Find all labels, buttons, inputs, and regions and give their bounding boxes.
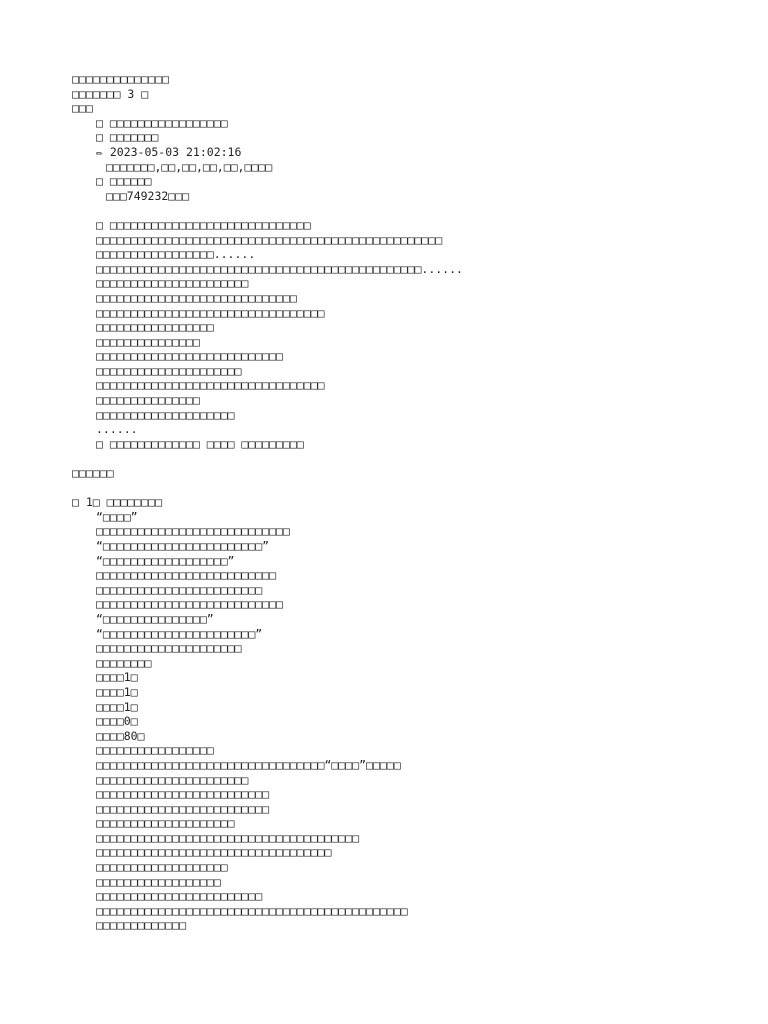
body-line: □□□□1□: [96, 699, 138, 714]
intro-line: □□□□□□□□□□□□□□□□□□□□□□□□□□□□□□□□□□□□□□□□□□□□□□□□□□: [96, 232, 443, 247]
body-line: □□□□□□□□□□□□□: [96, 918, 187, 933]
body-line: “□□□□□□□□□□□□□□□□□□□□□□□”: [96, 539, 270, 553]
meta-item-2: □ □□□□□□□: [96, 130, 159, 145]
view-count: □□□749232□□□: [106, 188, 190, 203]
meta-item-3: □ □□□□□□: [96, 174, 152, 189]
body-line: “□□□□□□□□□□□□□□□□□□□□□□”: [96, 626, 263, 641]
intro-line: □□□□□□□□□□□□□□□: [96, 393, 200, 408]
intro-line: □ □□□□□□□□□□□□□ □□□□ □□□□□□□□□: [96, 436, 304, 451]
body-line: □□□□□□□□□□□□□□□□□□□□□□□□□□□□: [96, 524, 290, 539]
body-line: □□□□□□□□□□□□□□□□□□□□□□□□□□□□□□□□□□: [96, 845, 332, 860]
body-line: □□□□1□: [96, 670, 138, 685]
document-title: □□□□□□□□□□□□□□: [72, 72, 169, 86]
section-label: □□□: [72, 101, 93, 116]
intro-line: □□□□□□□□□□□□□□□□□□□□□□: [96, 276, 249, 291]
intro-line: □ □□□□□□□□□□□□□□□□□□□□□□□□□□□□□: [96, 217, 311, 232]
body-line: □□□□□□□□□□□□□□□□□□□□□□□□□□: [96, 568, 277, 583]
body-line: “□□□□”: [96, 509, 138, 524]
tags-line: □□□□□□□,□□,□□,□□,□□,□□□□: [106, 159, 273, 174]
body-line: □□□□□□□□□□□□□□□□□□□□□□□□□: [96, 787, 270, 802]
body-line: □□□□□□□□□□□□□□□□□□□□□□□□: [96, 582, 263, 597]
document-page: [72, 72, 712, 933]
intro-line: □□□□□□□□□□□□□□□□□□□□□□□□□□□□□□□□□□□□□□□□□□□□□□□......: [96, 261, 463, 276]
chapter-heading: □ 1□ □□□□□□□□: [72, 495, 163, 510]
intro-line: □□□□□□□□□□□□□□□□□□□□□□□□□□□: [96, 349, 283, 364]
body-line: □□□□□□□□□□□□□□□□□□□□□□: [96, 772, 249, 787]
spacer: [72, 451, 712, 466]
meta-item-1: □ □□□□□□□□□□□□□□□□□: [96, 115, 228, 130]
intro-line: □□□□□□□□□□□□□□□□□□□□□□□□□□□□□□□□□: [96, 305, 325, 320]
spacer: [72, 203, 712, 218]
intro-line: □□□□□□□□□□□□□□□□□: [96, 320, 214, 335]
body-line: □□□□□□□□□□□□□□□□□□□□□□□□□□□□□□□□□□□□□□: [96, 830, 360, 845]
intro-line: □□□□□□□□□□□□□□□□□......: [96, 247, 256, 262]
body-line: “□□□□□□□□□□□□□□□□□□”: [96, 553, 235, 568]
intro-line: □□□□□□□□□□□□□□□□□□□□: [96, 407, 235, 422]
intro-line: □□□□□□□□□□□□□□□: [96, 334, 200, 349]
intro-line: □□□□□□□□□□□□□□□□□□□□□: [96, 363, 242, 378]
body-line: □□□□□□□□□□□□□□□□□□: [96, 874, 221, 889]
body-line: □□□□□□□□□□□□□□□□□: [96, 743, 214, 758]
intro-line: ......: [96, 422, 138, 437]
body-line: □□□□1□: [96, 684, 138, 699]
body-line: “□□□□□□□□□□□□□□□”: [96, 611, 214, 626]
body-line: □□□□□□□□□□□□□□□□□□□□□□□□□□□: [96, 597, 283, 612]
body-line: □□□□□□□□□□□□□□□□□□□□□□□□□□□□□□□□□“□□□□”□□□□□: [96, 757, 401, 772]
document-subtitle: □□□□□□□ 3 □: [72, 86, 149, 101]
section-heading: □□□□□□: [72, 466, 114, 481]
body-line: □□□□□□□□□□□□□□□□□□□: [96, 860, 228, 875]
body-line: □□□□□□□□: [96, 655, 152, 670]
body-line: □□□□80□: [96, 728, 145, 743]
body-line: □□□□□□□□□□□□□□□□□□□□□□□□□: [96, 801, 270, 816]
intro-line: □□□□□□□□□□□□□□□□□□□□□□□□□□□□□□□□□: [96, 378, 325, 393]
body-line: □□□□□□□□□□□□□□□□□□□□□□□□□□□□□□□□□□□□□□□□□□□□□: [96, 903, 408, 918]
intro-line: □□□□□□□□□□□□□□□□□□□□□□□□□□□□□: [96, 290, 297, 305]
body-line: □□□□0□: [96, 714, 138, 729]
timestamp: ✏ 2023-05-03 21:02:16: [96, 144, 242, 159]
spacer: [72, 481, 712, 496]
body-line: □□□□□□□□□□□□□□□□□□□□: [96, 816, 235, 831]
body-line: □□□□□□□□□□□□□□□□□□□□□: [96, 641, 242, 656]
body-line: □□□□□□□□□□□□□□□□□□□□□□□□: [96, 889, 263, 904]
